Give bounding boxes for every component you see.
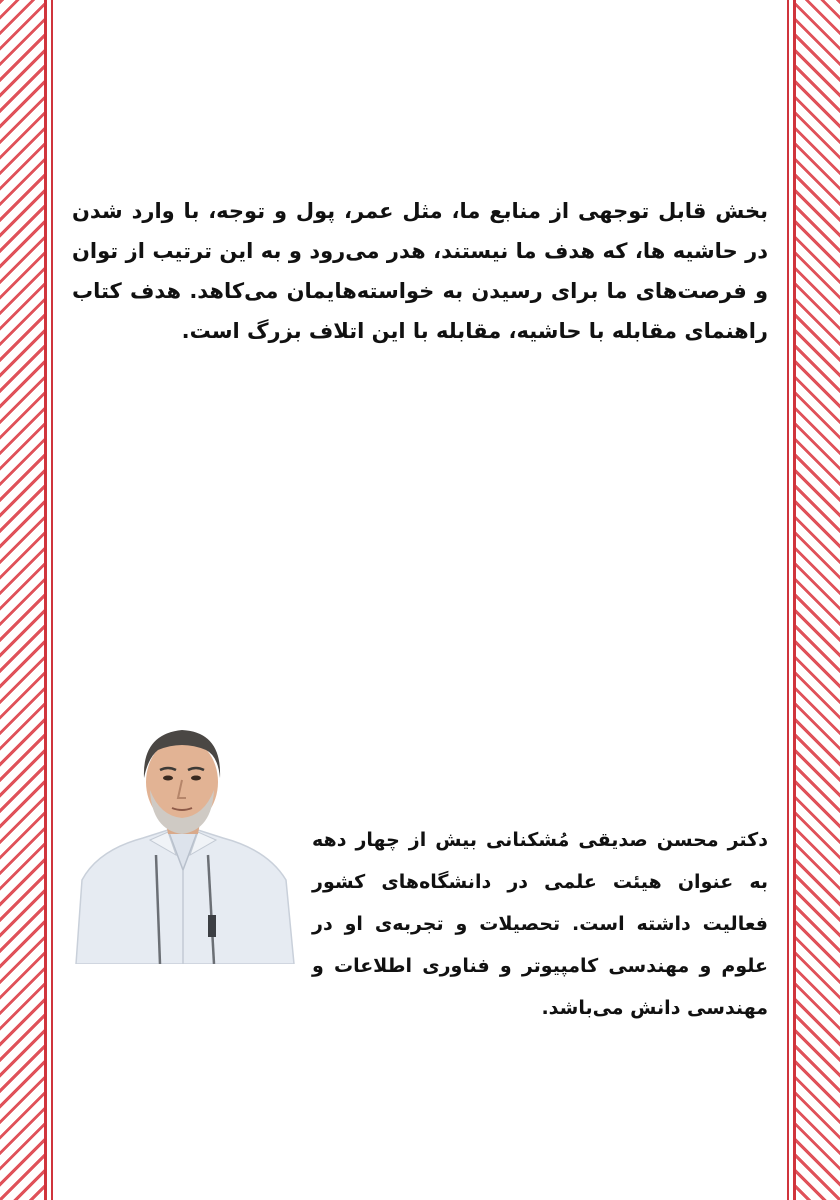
author-portrait bbox=[68, 720, 298, 964]
left-border-rule-inner bbox=[51, 0, 53, 1200]
left-border-rule bbox=[44, 0, 47, 1200]
right-decorative-border bbox=[796, 0, 840, 1200]
right-border-rule bbox=[793, 0, 796, 1200]
intro-paragraph: بخش قابل توجهی از منابع ما، مثل عمر، پول و توجه، با وارد شدن در حاشیه ها، که هدف ما نیستند، هدر می‌رود و به این ترتیب از توان و فرصت‌های ما برای رسیدن به خواسته‌هایمان می‌کاهد. هدف کتاب راهنمای مقابله با حاشیه، مقابله با این اتلاف بزرگ است. bbox=[72, 199, 768, 343]
author-bio: دکتر محسن صدیقی مُشکنانی بیش از چهار دهه به عنوان هیئت علمی در دانشگاه‌های کشور فعالیت داشته است. تحصیلات و تجربه‌ی او در علوم و مهندسی کامپیوتر و فناوری اطلاعات و مهندسی دانش می‌باشد. bbox=[312, 829, 768, 1019]
left-decorative-border bbox=[0, 0, 44, 1200]
right-border-rule-inner bbox=[787, 0, 789, 1200]
